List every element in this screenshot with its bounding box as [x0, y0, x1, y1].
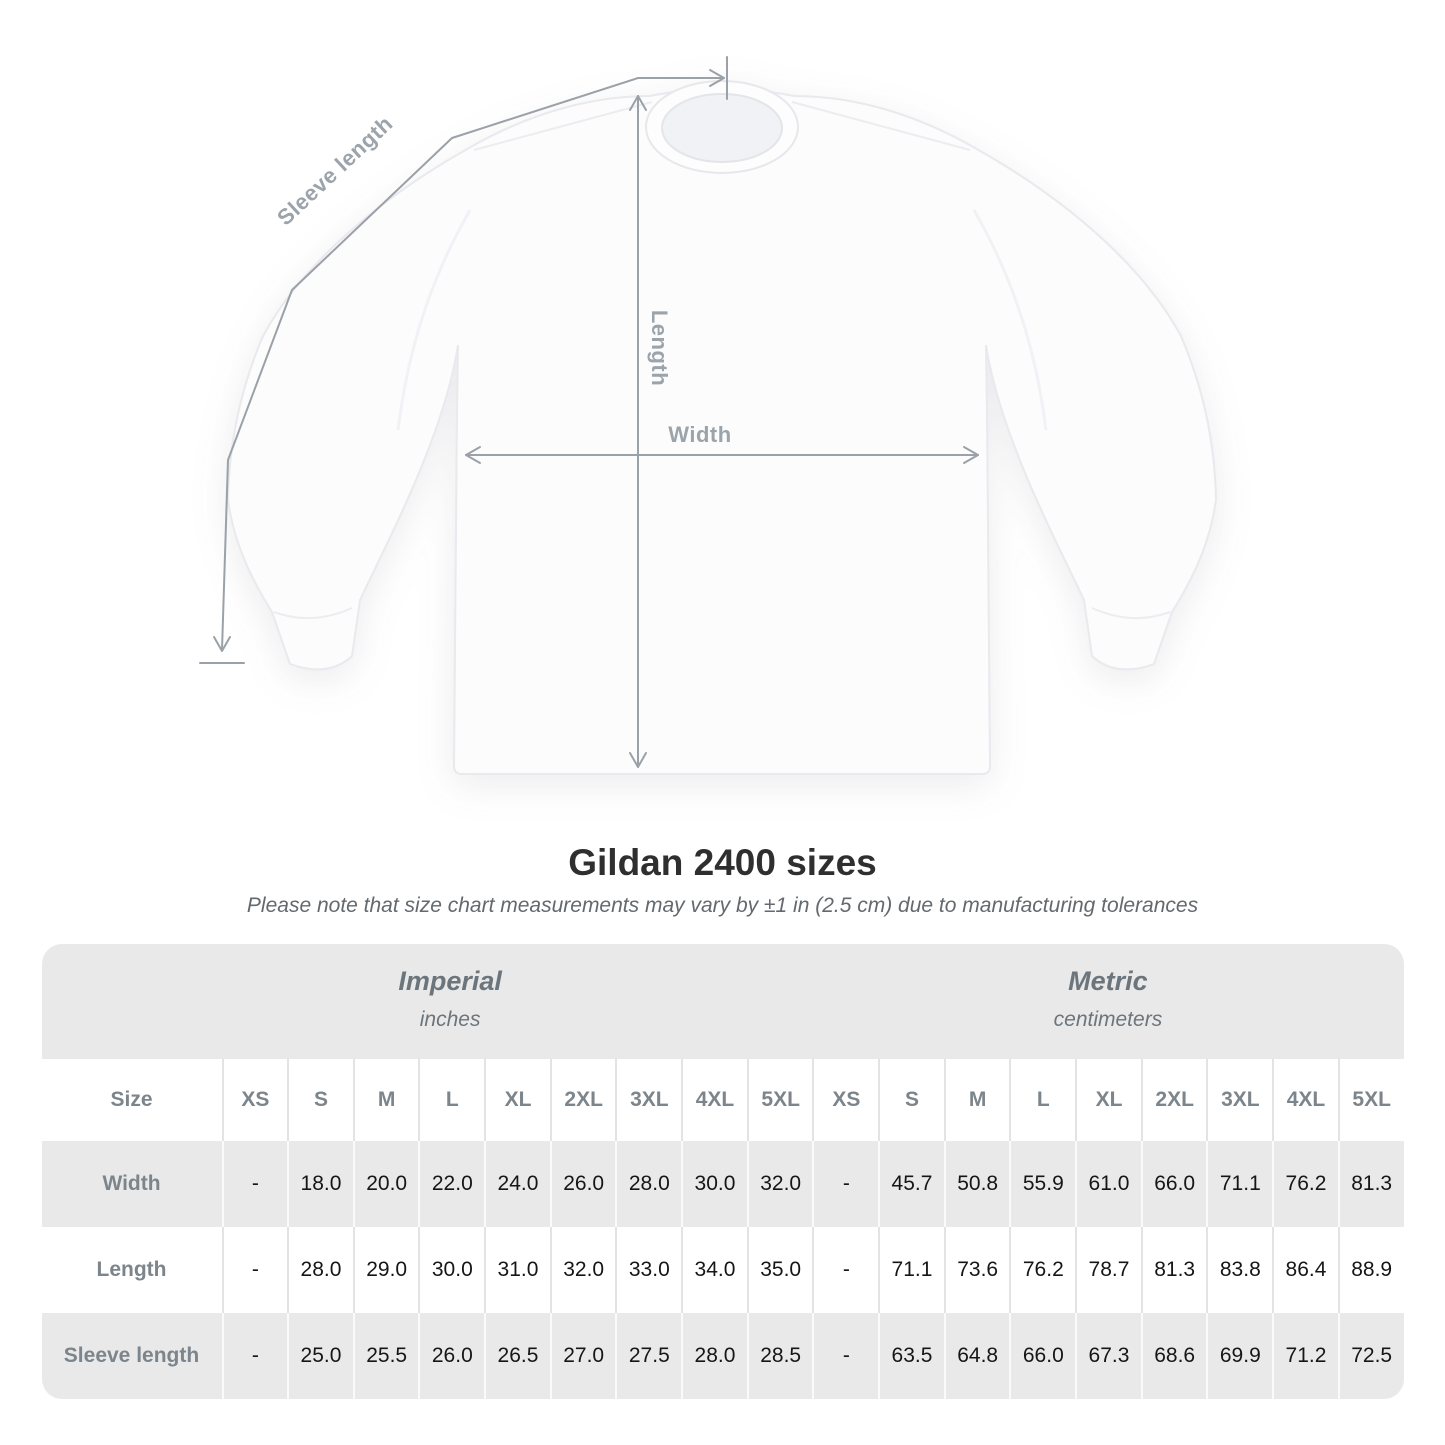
- cell: 26.0: [550, 1141, 616, 1227]
- cell: -: [222, 1313, 288, 1399]
- cell: 61.0: [1075, 1141, 1141, 1227]
- imperial-unit: inches: [419, 1008, 481, 1031]
- cell: 25.5: [353, 1313, 419, 1399]
- cell: 72.5: [1338, 1313, 1404, 1399]
- cell: 76.2: [1272, 1141, 1338, 1227]
- cell: 25.0: [287, 1313, 353, 1399]
- cell: 88.9: [1338, 1227, 1404, 1313]
- cell: 63.5: [878, 1313, 944, 1399]
- cell: 28.0: [615, 1141, 681, 1227]
- size-col-imperial-s: S: [287, 1059, 353, 1141]
- cell: 71.1: [878, 1227, 944, 1313]
- size-col-imperial-3xl: 3XL: [615, 1059, 681, 1141]
- cell: 67.3: [1075, 1313, 1141, 1399]
- size-col-metric-s: S: [878, 1059, 944, 1141]
- width-row: [42, 1141, 1404, 1227]
- cell: 35.0: [747, 1227, 813, 1313]
- cell: -: [812, 1141, 878, 1227]
- cell: 71.2: [1272, 1313, 1338, 1399]
- cell: 28.0: [681, 1313, 747, 1399]
- cell: 22.0: [418, 1141, 484, 1227]
- cell: 24.0: [484, 1141, 550, 1227]
- cell: 31.0: [484, 1227, 550, 1313]
- row-label: Length: [96, 1258, 167, 1281]
- cell: 30.0: [681, 1141, 747, 1227]
- sleeve-length-label: Sleeve length: [272, 110, 398, 231]
- size-col-metric-5xl: 5XL: [1338, 1059, 1404, 1141]
- cell: 32.0: [747, 1141, 813, 1227]
- cell: 78.7: [1075, 1227, 1141, 1313]
- size-col-metric-xl: XL: [1075, 1059, 1141, 1141]
- cell: 50.8: [944, 1141, 1010, 1227]
- cell: -: [222, 1141, 288, 1227]
- cell: 69.9: [1206, 1313, 1272, 1399]
- cell: 28.5: [747, 1313, 813, 1399]
- unit-band: [42, 944, 1404, 1059]
- size-col-metric-4xl: 4XL: [1272, 1059, 1338, 1141]
- cell: 83.8: [1206, 1227, 1272, 1313]
- metric-group-header: [898, 966, 1318, 1032]
- cell: 20.0: [353, 1141, 419, 1227]
- size-col-imperial-5xl: 5XL: [747, 1059, 813, 1141]
- cell: 27.5: [615, 1313, 681, 1399]
- cell: 32.0: [550, 1227, 616, 1313]
- cell: -: [812, 1313, 878, 1399]
- width-label: Width: [668, 422, 732, 447]
- cell: -: [812, 1227, 878, 1313]
- size-col-metric-m: M: [944, 1059, 1010, 1141]
- cell: 71.1: [1206, 1141, 1272, 1227]
- size-col-imperial-4xl: 4XL: [681, 1059, 747, 1141]
- cell: 68.6: [1141, 1313, 1207, 1399]
- size-col-metric-l: L: [1009, 1059, 1075, 1141]
- cell: 76.2: [1009, 1227, 1075, 1313]
- cell: 45.7: [878, 1141, 944, 1227]
- cell: 26.0: [418, 1313, 484, 1399]
- length-label: Length: [647, 309, 672, 387]
- size-table: [42, 944, 1404, 1399]
- imperial-label: Imperial: [398, 966, 502, 996]
- cell: -: [222, 1227, 288, 1313]
- cell: 26.5: [484, 1313, 550, 1399]
- size-col-imperial-xs: XS: [222, 1059, 288, 1141]
- cell: 86.4: [1272, 1227, 1338, 1313]
- cell: 66.0: [1141, 1141, 1207, 1227]
- cell: 55.9: [1009, 1141, 1075, 1227]
- collar-opening: [662, 94, 782, 162]
- cell: 33.0: [615, 1227, 681, 1313]
- size-col-metric-2xl: 2XL: [1141, 1059, 1207, 1141]
- imperial-group-header: [240, 966, 660, 1032]
- size-col-imperial-m: M: [353, 1059, 419, 1141]
- cell: 29.0: [353, 1227, 419, 1313]
- length-row: [42, 1227, 1404, 1313]
- row-label: Sleeve length: [63, 1344, 200, 1367]
- size-col-imperial-l: L: [418, 1059, 484, 1141]
- cell: 66.0: [1009, 1313, 1075, 1399]
- sleeve-length-row: [42, 1313, 1404, 1399]
- size-header-row: [42, 1059, 1404, 1141]
- metric-unit: centimeters: [1053, 1008, 1163, 1031]
- size-col-metric-xs: XS: [812, 1059, 878, 1141]
- cell: 18.0: [287, 1141, 353, 1227]
- cell: 34.0: [681, 1227, 747, 1313]
- page-title: Gildan 2400 sizes: [568, 842, 877, 883]
- metric-label: Metric: [1068, 966, 1148, 996]
- cell: 73.6: [944, 1227, 1010, 1313]
- size-col-metric-3xl: 3XL: [1206, 1059, 1272, 1141]
- row-label: Width: [102, 1172, 161, 1195]
- cell: 28.0: [287, 1227, 353, 1313]
- size-col-imperial-2xl: 2XL: [550, 1059, 616, 1141]
- cell: 30.0: [418, 1227, 484, 1313]
- tolerance-note: Please note that size chart measurements may vary by ±1 in (2.5 cm) due to manufacturing tolerances: [246, 894, 1199, 917]
- size-col-imperial-xl: XL: [484, 1059, 550, 1141]
- cell: 81.3: [1141, 1227, 1207, 1313]
- cell: 81.3: [1338, 1141, 1404, 1227]
- size-header: Size: [110, 1088, 153, 1111]
- cell: 64.8: [944, 1313, 1010, 1399]
- cell: 27.0: [550, 1313, 616, 1399]
